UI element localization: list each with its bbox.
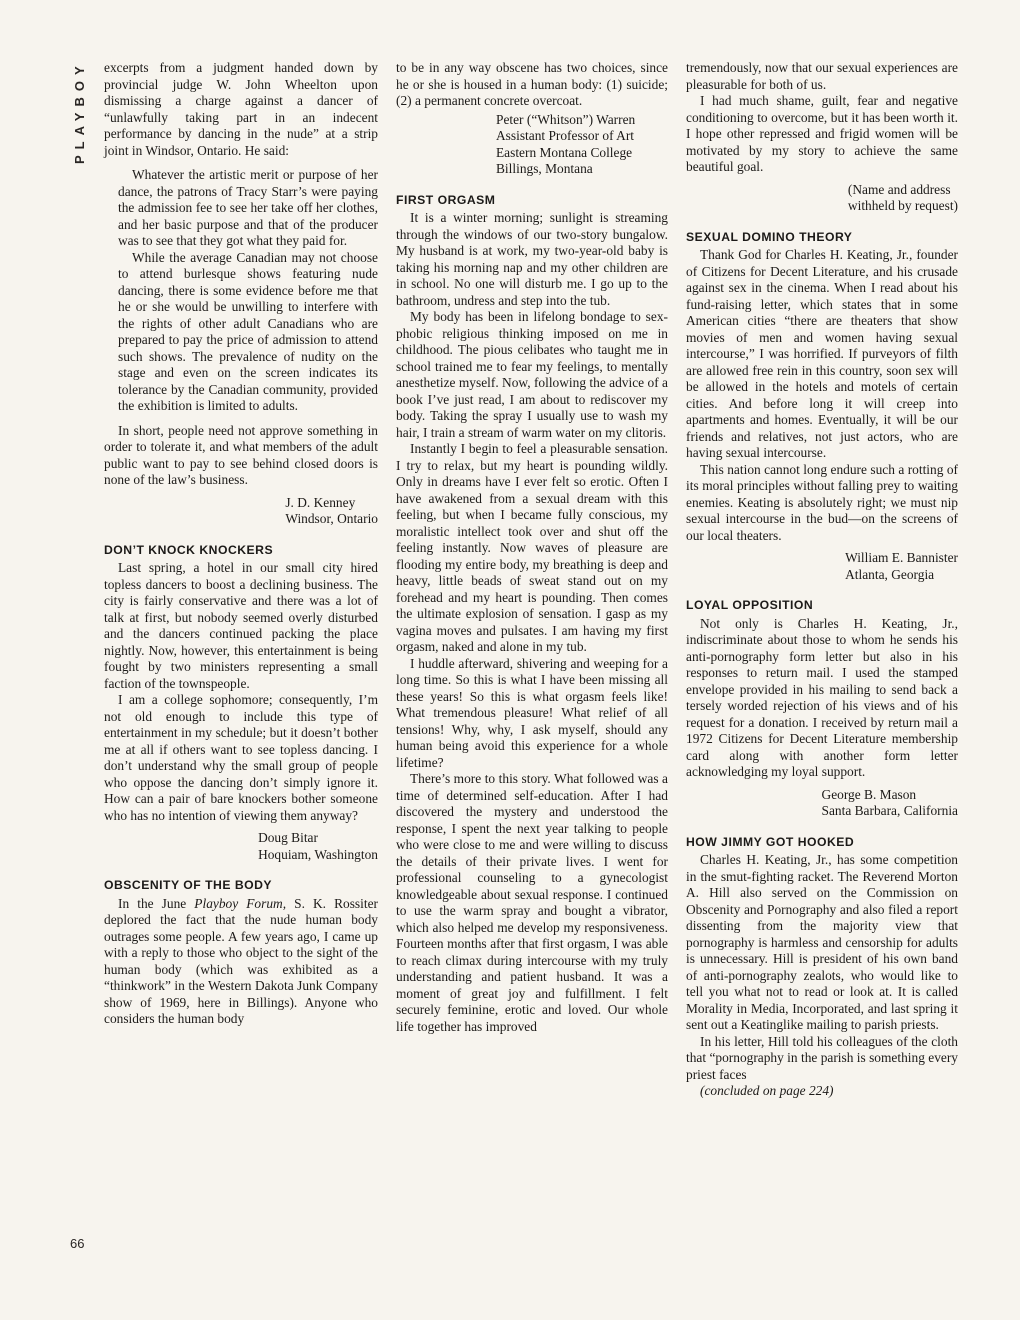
signature-place: Santa Barbara, California <box>821 803 958 818</box>
paragraph: In the June Playboy Forum, S. K. Rossiter deplored the fact that the nude human body outrages some people. A few years ago, I came up with a reply to those who object to the sight of the human body (which was exhibited as a “thinkwork” in the Western Dakota Junk Company show of 1969, here in Billings). Anyone who considers the human body <box>104 895 378 1026</box>
paragraph: Last spring, a hotel in our small city hired topless dancers to boost a declining business. The city is fairly conservative and there was a lot of talk at first, but nobody seemed overly disturbed and the dancers continued packing the place nightly. Now, however, this entertainment is being fought by two ministers representing a small faction of the townspeople. <box>104 560 378 691</box>
paragraph: This nation cannot long endure such a rotting of its moral principles without falling prey to waiting enemies. Keating is absolutely right; we must nip sexual intercourse in the bud—on the screens of our local theaters. <box>686 461 958 543</box>
section-heading: FIRST ORGASM <box>396 192 496 207</box>
paragraph: Not only is Charles H. Keating, Jr., indiscriminate about those to whom he sends his anti-pornography form letter but also in his responses to return mail. I used the stamped envelope provided in his mailing to send back a tersely worded rejection of his views and of his request for a donation. I received by return mail a 1972 Citizens for Decent Literature membership card along with another form letter acknowledging my loyal support. <box>686 615 958 779</box>
signature <box>104 495 378 528</box>
paragraph: In his letter, Hill told his colleagues of the cloth that “pornography in the parish is something every priest faces <box>686 1033 958 1082</box>
paragraph: I huddle afterward, shivering and weeping for a long time. So this is what I have been missing all these years! So this is what orgasm feels like! What tremendous pleasure! What relief of all tensions! Why, why, I ask myself, should any human being avoid this experience for a whole lifetime? <box>396 655 668 770</box>
signature-place: Atlanta, Georgia <box>845 566 935 582</box>
paragraph: I had much shame, guilt, fear and negative conditioning to overcome, but it has been worth it. I hope other repressed and frigid women will be motivated by my story to achieve the same beautiful goal. <box>686 93 958 174</box>
quote-paragraph: While the average Canadian may not choose to attend burlesque shows featuring nude dancing, there is some evidence before me that he or she would be unwilling to interfere with the rights of other adult Canadians who are prepared to pay the price of admission to attend such shows. The prevalence of nudity on the stage and even on the screen indicates its tolerance by the Canadian community, provided the exhibition is limited to adults. <box>118 249 378 413</box>
section-heading: HOW JIMMY GOT HOOKED <box>686 834 855 849</box>
paragraph: excerpts from a judgment handed down by provincial judge W. John Wheelton upon dismissing a charge against a dancer of “unlawfully taking part in an indecent performance by dancing in the nude” at a strip joint in Windsor, Ontario. He said: <box>104 60 378 158</box>
signature <box>686 550 958 583</box>
paragraph: There’s more to this story. What followed was a time of determined self-education. After I had discovered the mystery and understood the response, I spent the next year talking to people who were close to me and were willing to discuss the details of their private lives. I went for professional counseling to a gynecologist knowledgeable about sexual response. I continued to use the warm spray and bought a vibrator, which also helped me develop my responsiveness. Fourteen months after that first orgasm, I was able to reach climax during intercourse with my truly understanding and patient husband. It was a moment of great joy and fulfillment. I felt securely feminine, erotic and loved. Our whole life together has improved <box>396 771 668 1034</box>
signature-place: Windsor, Ontario <box>285 511 378 526</box>
signature: Peter (“Whitson”) Warren Assistant Professor of Art Eastern Montana College Billings, Montana <box>496 111 636 176</box>
quote-paragraph: Whatever the artistic merit or purpose of her dance, the patrons of Tracy Starr’s were paying the admission fee to see her take off her clothes, and her basic purpose and that of the producer was to see that they got what they paid for. <box>118 167 378 248</box>
paragraph: Thank God for Charles H. Keating, Jr., founder of Citizens for Decent Literature, and his crusade against sex in the cinema. When I read about his fund-raising letter, which states that in some American cities “there are theaters that show movies of men and women having sexual intercourse,” I was horrified. If purveyors of filth are allowed free rein in this country, soon sex will be allowed in the hotels and motels of certain cities. And before long it will creep into apartments and homes. Eventually, it will be our friends and relatives, not just actors, who are having sexual intercourse. <box>686 247 958 460</box>
magazine-brand: PLAYBOY <box>72 60 87 164</box>
paragraph: It is a winter morning; sunlight is streaming through the windows of our two-story bungalow. My husband is at work, my two-year-old baby is taking his morning nap and my other children are in school. No one will disturb me. I go up to the bathroom, undress and step into the tub. <box>396 210 668 308</box>
paragraph: I am a college sophomore; consequently, I’m not old enough to include this type of entertainment in my schedule; but it doesn’t bother me at all if others want to see topless dancing. I don’t understand why the small group of people who oppose the dancing don’t simply ignore it. How can a pair of bare knockers bother someone who has no intention of viewing them anyway? <box>104 692 378 823</box>
section-heading: LOYAL OPPOSITION <box>686 598 814 612</box>
section-heading: SEXUAL DOMINO THEORY <box>686 229 853 244</box>
column-3 <box>686 60 958 1100</box>
signature-name: Doug Bitar <box>258 830 318 845</box>
publication-title: Playboy Forum, <box>194 895 287 911</box>
signature-name: William E. Bannister <box>845 550 958 565</box>
column-1 <box>104 60 378 1028</box>
section-heading: OBSCENITY OF THE BODY <box>104 878 273 892</box>
continuation-note: (concluded on page 224) <box>700 1083 834 1098</box>
page-number: 66 <box>70 1236 85 1251</box>
column-2 <box>396 60 668 1035</box>
signature: (Name and address withheld by request) <box>847 181 958 213</box>
section-heading: DON’T KNOCK KNOCKERS <box>104 542 274 557</box>
paragraph: My body has been in lifelong bondage to sex-phobic religious thinking imposed on me in childhood. The pious celibates who taught me in school trained me to fear my feelings, to mentally anesthetize myself. Now, following the advice of a book I’ve just read, I am about to rediscover my body. Taking the spray I usually use to wash my hair, I train a stream of warm water on my clitoris. <box>396 309 668 440</box>
paragraph: to be in any way obscene has two choices, since he or she is housed in a human body: (1) suicide; (2) a permanent concrete overcoat. <box>396 60 668 108</box>
paragraph: Instantly I begin to feel a pleasurable sensation. I try to relax, but my heart is pounding wildly. Only in dreams have I ever felt so erotic. Often I have awakened from a sexual dream with this feeling, but when I became fully conscious, my moralistic intellect took over and shut off the feeling instantly. Now waves of pleasure are flooding my entire body, my breathing is deep and heavy, little beads of sweat stand out on my forehead and my heart is pounding. Then comes the ultimate explosion of sensation. I gasp as my vagina moves and pulsates. I am having my first orgasm, naked and alone in my tub. <box>396 441 668 654</box>
paragraph: tremendously, now that our sexual experiences are pleasurable for both of us. <box>686 60 958 92</box>
signature-place: Hoquiam, Washington <box>258 846 378 862</box>
signature <box>686 787 958 820</box>
signature-name: J. D. Kenney <box>285 494 356 510</box>
signature <box>104 830 378 863</box>
paragraph: Charles H. Keating, Jr., has some competition in the smut-fighting racket. The Reverend Morton A. Hill also served on the Commission on Obscenity and Pornography and also filed a report dissenting from the majority view that pornography is harmless and censorship for adults is unnecessary. Hill is president of his own band of anti-pornography zealots, who would like to tell you what not to read or look at. It is called Morality in Media, Incorporated, and last spring it sent out a Keatinglike mailing to parish priests. <box>686 852 958 1032</box>
paragraph: In short, people need not approve something in order to tolerate it, and what members of the adult public want to pay to see behind closed doors is none of the law’s business. <box>104 422 378 487</box>
signature-name: George B. Mason <box>821 786 917 802</box>
